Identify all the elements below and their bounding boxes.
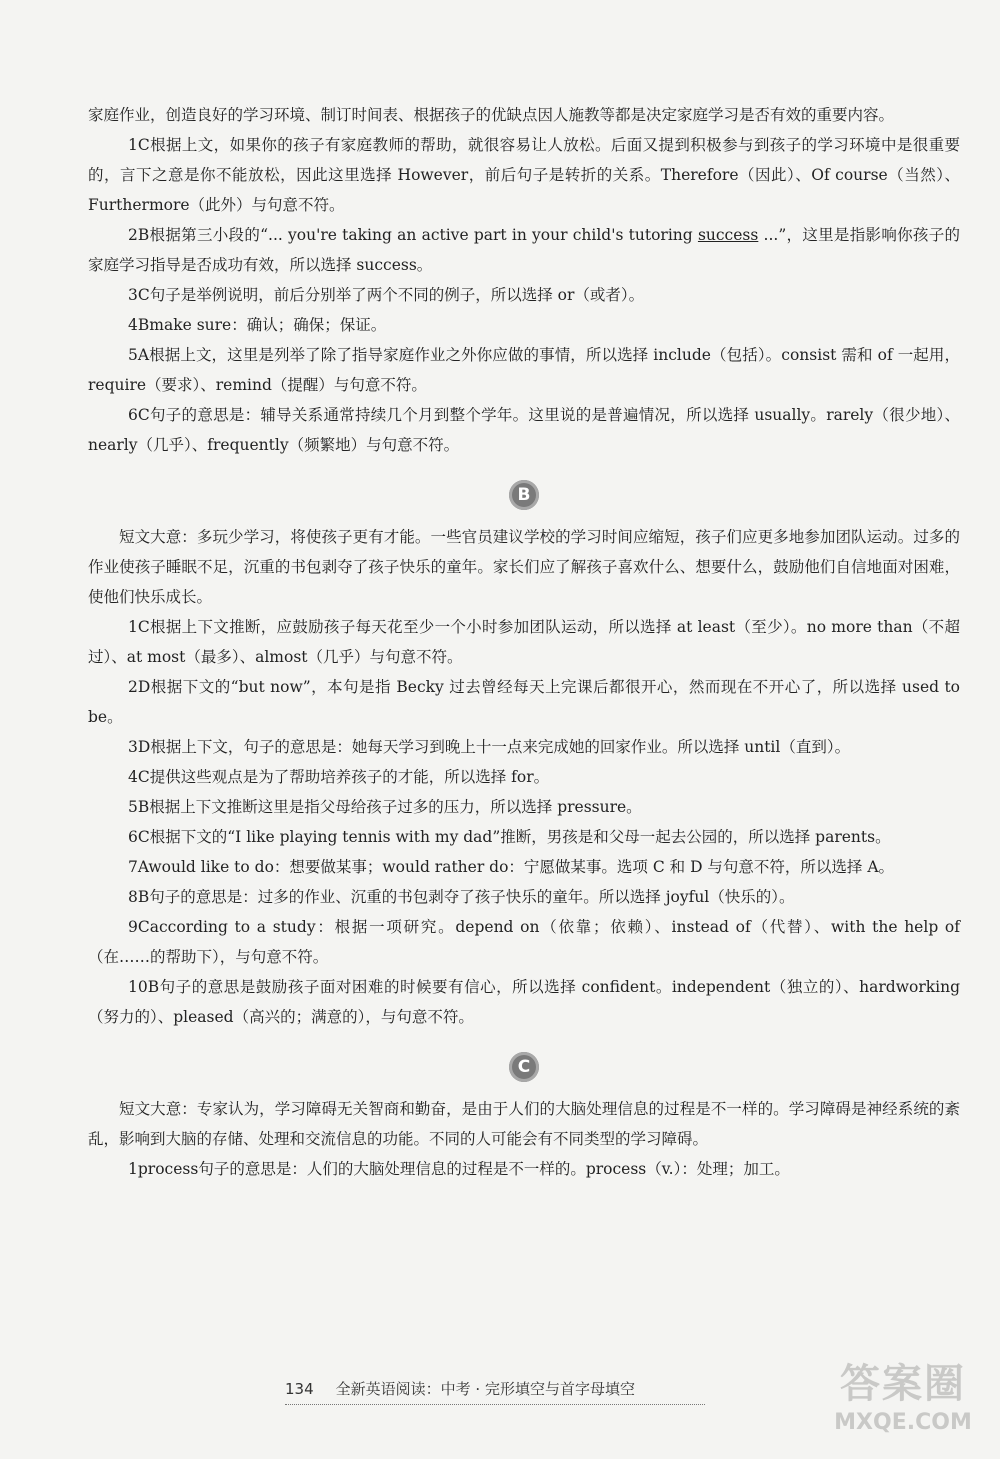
list-item	[88, 912, 960, 972]
item-explanation: 提供这些观点是为了帮助培养孩子的才能，所以选择 for。	[149, 768, 550, 786]
item-answer: A	[137, 858, 149, 876]
watermark-logo-text: 答案圈	[840, 1361, 966, 1407]
list-item	[88, 852, 960, 882]
item-answer: C	[137, 406, 150, 424]
item-number: 4	[128, 316, 138, 334]
list-item	[88, 130, 960, 220]
item-number: 1	[128, 618, 138, 636]
list-item	[88, 400, 960, 460]
list-item	[88, 1154, 960, 1184]
book-title: 全新英语阅读：中考 · 完形填空与首字母填空	[335, 1380, 635, 1398]
section-c-summary: 短文大意：专家认为，学习障碍无关智商和勤奋，是由于人们的大脑处理信息的过程是不一样的。学习障碍是神经系统的紊乱，影响到大脑的存储、处理和交流信息的功能。不同的人可能会有不同类型的学习障碍。	[88, 1100, 960, 1148]
item-explanation: would like to do：想要做某事；would rather do：宁愿做某事。选项 C 和 D 与句意不符，所以选择 A。	[148, 858, 895, 876]
item-explanation: according to a study：根据一项研究。depend on（依靠；依赖）、instead of（代替）、with the help of（在……的帮助下），与句意不符。	[88, 918, 960, 966]
list-item	[88, 882, 960, 912]
item-explanation: make sure：确认；确保；保证。	[149, 316, 387, 334]
item-number: 8	[128, 888, 138, 906]
item-answer: B	[137, 316, 150, 334]
item-number: 3	[128, 738, 138, 756]
item-explanation: 句子的意思是鼓励孩子面对困难的时候要有信心，所以选择 confident。independent（独立的）、hardworking（努力的）、pleased（高兴的；满意的），与句意不符。	[88, 978, 960, 1026]
intro-continuation: 家庭作业，创造良好的学习环境、制订时间表、根据孩子的优缺点因人施教等都是决定家庭学习是否有效的重要内容。	[88, 106, 895, 124]
item-answer: C	[137, 286, 150, 304]
item-answer: C	[137, 136, 150, 154]
item-number: 1	[128, 1160, 138, 1178]
list-item	[88, 792, 960, 822]
item-explanation: 根据上文，这里是列举了除了指导家庭作业之外你应做的事情，所以选择 include（包括）。consist 需和 of 一起用，require（要求）、remind（提醒）与句意不符。	[88, 346, 960, 394]
item-answer: B	[137, 798, 150, 816]
item-number: 5	[128, 346, 138, 364]
list-item	[88, 280, 960, 310]
item-explanation: 根据上文，如果你的孩子有家庭教师的帮助，就很容易让人放松。后面又提到积极参与到孩子的学习环境中是很重要的，言下之意是你不能放松，因此这里选择 However，前后句子是转折的关系。Therefore（因此）、Of course（当然）、Furthermore（此外）与句意不符。	[88, 136, 960, 214]
page-footer	[285, 1378, 635, 1399]
item-underlined-word: success	[697, 226, 759, 244]
item-number: 10	[128, 978, 148, 996]
item-answer: D	[137, 678, 151, 696]
answer-page	[88, 100, 960, 1184]
item-explanation-post: ...”，这里是指影响你孩子的家庭学习指导是否成功有效，所以选择 success。	[88, 226, 960, 274]
item-answer: C	[137, 828, 150, 846]
list-item	[88, 672, 960, 732]
item-number: 7	[128, 858, 138, 876]
site-watermark	[828, 1360, 978, 1446]
item-explanation: 句子的意思是：过多的作业、沉重的书包剥夺了孩子快乐的童年。所以选择 joyful（快乐的）。	[149, 888, 795, 906]
item-number: 6	[128, 406, 138, 424]
list-item	[88, 310, 960, 340]
item-explanation: 根据下文的“but now”，本句是指 Becky 过去曾经每天上完课后都很开心，然而现在不开心了，所以选择 used to be。	[88, 678, 960, 726]
item-number: 2	[128, 226, 138, 244]
item-explanation: 根据下文的“I like playing tennis with my dad”推断，男孩是和父母一起去公园的，所以选择 parents。	[149, 828, 891, 846]
item-explanation: 根据上下文推断这里是指父母给孩子过多的压力，所以选择 pressure。	[149, 798, 642, 816]
list-item	[88, 732, 960, 762]
item-explanation: 根据上下文推断，应鼓励孩子每天花至少一个小时参加团队运动，所以选择 at least（至少）。no more than（不超过）、at most（最多）、almost（几乎）与句意不符。	[88, 618, 960, 666]
item-answer: B	[137, 226, 150, 244]
list-item	[88, 822, 960, 852]
list-item	[88, 612, 960, 672]
item-answer: B	[137, 888, 150, 906]
item-answer: C	[137, 768, 150, 786]
item-explanation: 根据上下文，句子的意思是：她每天学习到晚上十一点来完成她的回家作业。所以选择 until（直到）。	[150, 738, 851, 756]
item-explanation-pre: 根据第三小段的“... you're taking an active part in your child's tutoring	[149, 226, 698, 244]
section-b-summary: 短文大意：多玩少学习，将使孩子更有才能。一些官员建议学校的学习时间应缩短，孩子们应更多地参加团队运动。过多的作业使孩子睡眠不足，沉重的书包剥夺了孩子快乐的童年。家长们应了解孩子喜欢什么、想要什么，鼓励他们自信地面对困难，使他们快乐成长。	[88, 528, 960, 606]
item-explanation: 句子是举例说明，前后分别举了两个不同的例子，所以选择 or（或者）。	[149, 286, 645, 304]
item-number: 5	[128, 798, 138, 816]
list-item	[88, 220, 960, 280]
section-c-badge: C	[509, 1052, 539, 1082]
item-number: 3	[128, 286, 138, 304]
item-answer: D	[137, 738, 151, 756]
item-number: 1	[128, 136, 138, 154]
item-number: 4	[128, 768, 138, 786]
item-explanation: 句子的意思是：人们的大脑处理信息的过程是不一样的。process（v.）：处理；加工。	[198, 1160, 790, 1178]
list-item	[88, 972, 960, 1032]
item-answer: C	[137, 618, 150, 636]
item-answer: C	[137, 918, 150, 936]
footer-divider	[285, 1404, 705, 1405]
item-explanation: 句子的意思是：辅导关系通常持续几个月到整个学年。这里说的是普遍情况，所以选择 usually。rarely（很少地）、nearly（几乎）、frequently（频繁地）与句意不符。	[88, 406, 960, 454]
section-b-badge: B	[509, 480, 539, 510]
item-answer-word: process	[137, 1160, 199, 1178]
item-answer: B	[147, 978, 160, 996]
page-number: 134	[285, 1380, 314, 1398]
item-number: 2	[128, 678, 138, 696]
item-answer: A	[137, 346, 150, 364]
list-item	[88, 762, 960, 792]
item-number: 9	[128, 918, 138, 936]
item-number: 6	[128, 828, 138, 846]
watermark-url: MXQE.COM	[834, 1410, 972, 1435]
list-item	[88, 340, 960, 400]
